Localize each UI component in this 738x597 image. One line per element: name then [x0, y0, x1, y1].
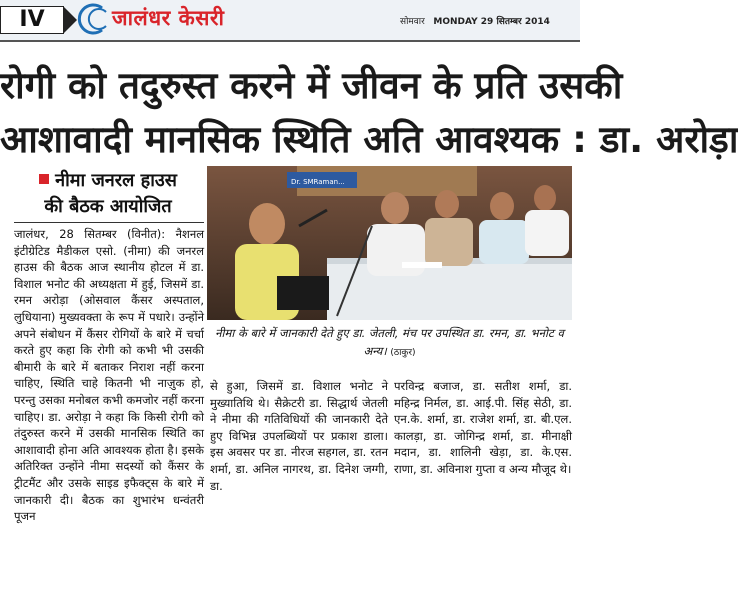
- photo-credit: (ठाकुर): [390, 348, 416, 358]
- page-number: IV: [0, 6, 64, 34]
- event-photo: [207, 166, 572, 320]
- article-column-1: जालंधर, 28 सितम्बर (विनीत): नैशनल इंटीग्रेटिड मैडीकल एसो. (नीमा) की जनरल हाउस की बैठक आज स्थानीय होटल में डा. विशाल भनोट की अध्यक्षता में हुई, जिसमें डा. रमन अरोड़ा (ओसवाल कैंसर अस्पताल, लुधियाना) मुख्यवक्ता के रूप में पधारे। उन्होंने अपने संबोधन में कैंसर रोगियों के बारे में चर्चा करते हुए कहा कि रोगी को कभी भी उसकी बीमारी के बारे में बताकर निराश नहीं करना चाहिए, स्थिति चाहे कितनी भी नाज़ुक हो, परन्तु उसका मनोबल कभी कमजोर नहीं करना चाहिए। डा. अरोड़ा ने कहा कि किसी रोगी को तंदुरुस्त करने में उसकी मानसिक स्थिति का आशावादी होना अति आवश्यक होता है। इसके अतिरिक्त उन्होंने नीमा सदस्यों को कैंसर के ट्रीटमैंट और उसके साइड इफैक्ट्स के बारे में जानकारी दी। बैठक का शुभारंभ धन्वंतरी पूजन: [14, 227, 204, 524]
- caption-text: नीमा के बारे में जानकारी देते हुए डा. जेतली, मंच पर उपस्थित डा. रमन, डा. भनोट व अन्य।: [215, 326, 564, 358]
- article-column-3: परविन्द्र बजाज, डा. सतीश शर्मा, डा. महिन्द्र निर्मल, डा. आई.पी. सिंह सेठी, डा. एन.के. शर्मा, डा. राजेश शर्मा, डा. बी.एल. कालड़ा, डा. जोगिन्द्र शर्मा, डा. मीनाक्षी मदान, डा. शालिनी खेड़ा, डा. के.एस. राणा, डा. अविनाश गुप्ता व अन्य मौजूद थे।: [394, 379, 572, 476]
- masthead: [0, 0, 580, 40]
- subheadline-line-1: नीमा जनरल हाउस: [55, 170, 177, 191]
- logo-arc-icon: [76, 6, 110, 32]
- headline-line-1: रोगी को तदुरुस्त करने में जीवन के प्रति उसकी: [0, 64, 623, 107]
- date-line: [400, 14, 550, 27]
- day-label: सोमवार: [400, 17, 425, 27]
- photo-caption: [207, 324, 572, 362]
- headline-line-2: आशावादी मानसिक स्थिति अति आवश्यक : डा. अरोड़ा: [0, 118, 738, 161]
- subheadline: [22, 168, 194, 220]
- subheadline-line-2: की बैठक आयोजित: [44, 196, 172, 217]
- subheadline-rule: [14, 222, 204, 223]
- bullet-square-icon: [39, 174, 49, 184]
- date-label: MONDAY 29 सितम्बर 2014: [433, 17, 550, 27]
- newspaper-name: जालंधर केसरी: [112, 6, 225, 30]
- masthead-rule: [0, 40, 580, 42]
- event-photo-illustration: [207, 166, 572, 320]
- article-column-2: से हुआ, जिसमें डा. विशाल भनोट ने मुख्यातिथि थे। सैक्रेटरी डा. सिद्धार्थ जेतली ने नीमा की गतिविधियों की जानकारी देते हुए विभिन्न उपलब्धियों पर प्रकाश डाला। इस अवसर पर डा. नीरज सहगल, डा. रतन शर्मा, डा. अनिल नागरथ, डा. दिनेश जग्गी, डा.: [210, 379, 388, 493]
- photo-banner-text: Dr. SMRaman...: [291, 178, 345, 186]
